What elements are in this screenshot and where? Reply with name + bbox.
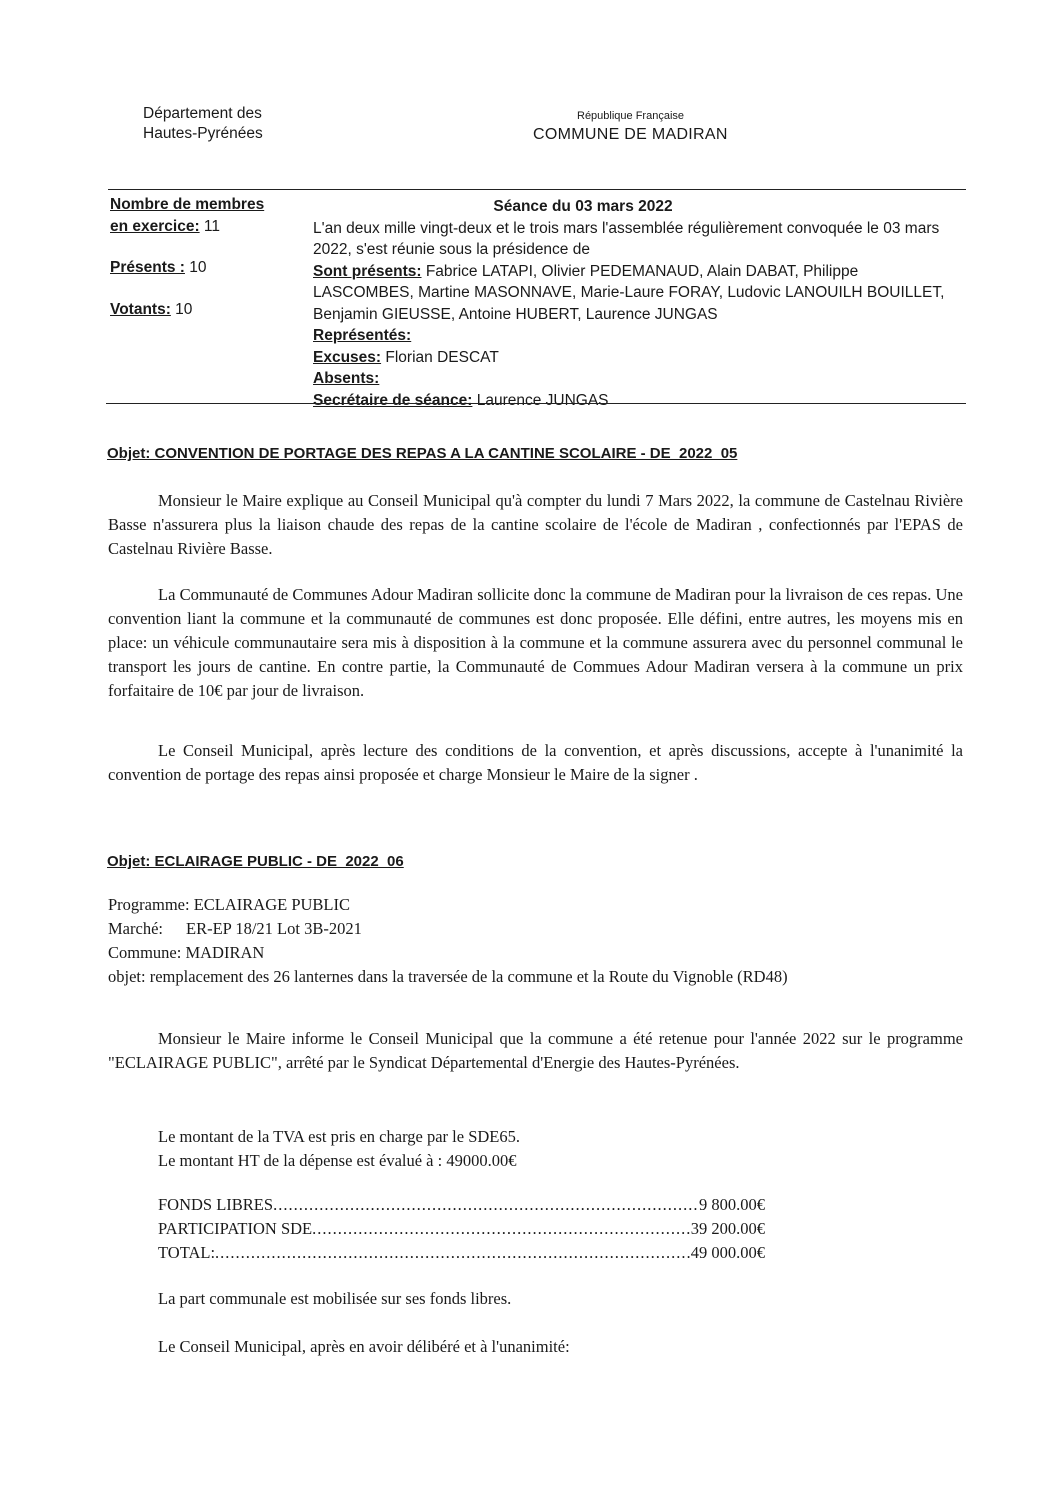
seance-block <box>313 196 963 411</box>
totals-row-total: TOTAL: ..... 49 000.00€ <box>158 1241 765 1265</box>
absents-label: Absents: <box>313 370 380 387</box>
en-exercice-value: 11 <box>199 218 221 235</box>
republique-label: République Française <box>577 110 685 122</box>
totals-table <box>158 1193 765 1265</box>
objet1-paragraph3: Le Conseil Municipal, après lecture des conditions de la convention, et après discussions, accepte à l'unanimité la convention de portage des repas ainsi proposée et charge Monsieur le Maire de la signer . <box>108 741 963 784</box>
tva-line: Le montant de la TVA est pris en charge par le SDE65. <box>158 1127 521 1146</box>
objet2-paragraph1: Monsieur le Maire informe le Conseil Municipal que la commune a été retenue pour l'année 2022 sur le programme "ECLAIRAGE PUBLIC", arrêté par le Syndicat Départemental d'Energie des Hautes-Pyrénées. <box>108 1029 963 1072</box>
departement-line1: Département des <box>143 105 262 122</box>
excuses-label: Excuses: <box>313 348 382 366</box>
marche-line: Marché: ER-EP 18/21 Lot 3B-2021 <box>108 919 362 938</box>
en-exercice <box>110 218 220 236</box>
objet1-title: Objet: CONVENTION DE PORTAGE DES REPAS A LA CANTINE SCOLAIRE - DE_2022_05 <box>107 445 738 462</box>
excuses-value: Florian DESCAT <box>381 348 499 366</box>
nombre-membres-label: Nombre de membres <box>110 196 265 213</box>
votants <box>110 301 192 319</box>
programme-block <box>108 893 788 989</box>
totals-row-fonds-libres: FONDS LIBRES ..... 9 800.00€ <box>158 1193 765 1217</box>
departement-line2: Hautes-Pyrénées <box>143 125 263 142</box>
part-communale-line: La part communale est mobilisée sur ses fonds libres. <box>158 1289 512 1308</box>
secretaire <box>313 390 963 412</box>
representes-label: Représentés: <box>313 327 412 344</box>
votants-label: Votants: <box>110 301 171 318</box>
objet1-paragraph1: Monsieur le Maire explique au Conseil Municipal qu'à compter du lundi 7 Mars 2022, la commune de Castelnau Rivière Basse n'assurera plus la liaison chaude des repas de la cantine scolaire de l'école de Madiran , confectionnés par l'EPAS de Castelnau Rivière Basse. <box>108 491 963 558</box>
sont-presents <box>313 261 963 326</box>
departement-block <box>143 104 263 144</box>
secretaire-label: Secrétaire de séance: <box>313 391 473 409</box>
objet2-title: Objet: ECLAIRAGE PUBLIC - DE_2022_06 <box>107 853 404 870</box>
sont-presents-label: Sont présents: <box>313 262 422 280</box>
programme-line: Programme: ECLAIRAGE PUBLIC <box>108 895 350 914</box>
en-exercice-label: en exercice: <box>110 218 200 235</box>
votants-value: 10 <box>170 301 193 318</box>
sont-presents-value: Fabrice LATAPI, Olivier PEDEMANAUD, Alain DABAT, Philippe LASCOMBES, Martine MASONNAVE, Marie-Laure FORAY, Ludovic LANOUILH BOUILLET, Benjamin GIEUSSE, Antoine HUBERT, Laurence JUNGAS <box>313 262 945 323</box>
secretaire-value: Laurence JUNGAS <box>472 391 609 409</box>
table-rule-top <box>108 189 966 190</box>
presents-label: Présents : <box>110 259 185 276</box>
presents <box>110 259 207 277</box>
commune-line: Commune: MADIRAN <box>108 943 265 962</box>
seance-intro: L'an deux mille vingt-deux et le trois mars l'assemblée régulièrement convoquée le 03 mars 2022, s'est réunie sous la présidence de <box>313 219 940 258</box>
conclusion-line: Le Conseil Municipal, après en avoir délibéré et à l'unanimité: <box>158 1337 570 1356</box>
absents <box>313 368 963 390</box>
seance-title: Séance du 03 mars 2022 <box>493 198 673 215</box>
totals-row-participation-sde: PARTICIPATION SDE ..... 39 200.00€ <box>158 1217 765 1241</box>
ht-line: Le montant HT de la dépense est évalué à : 49000.00€ <box>158 1151 517 1170</box>
objet1-paragraph2: La Communauté de Communes Adour Madiran sollicite donc la commune de Madiran pour la livraison de ces repas. Une convention liant la commune et la communauté de communes est donc proposée. Elle défini, entre autres, les moyens mis en place: un véhicule communautaire sera mis à disposition à la commune et la commune assurera avec du personnel communal le transport les jours de cantine. En contre partie, la Communauté de Commues Adour Madiran versera à la commune un prix forfaitaire de 10€ par jour de livraison. <box>108 585 963 700</box>
presents-value: 10 <box>184 259 207 276</box>
objet-line: objet: remplacement des 26 lanternes dans la traversée de la commune et la Route du Vignoble (RD48) <box>108 967 788 986</box>
commune-title: COMMUNE DE MADIRAN <box>533 126 728 143</box>
table-rule-bottom <box>106 403 966 404</box>
excuses <box>313 347 963 369</box>
representes <box>313 325 963 347</box>
